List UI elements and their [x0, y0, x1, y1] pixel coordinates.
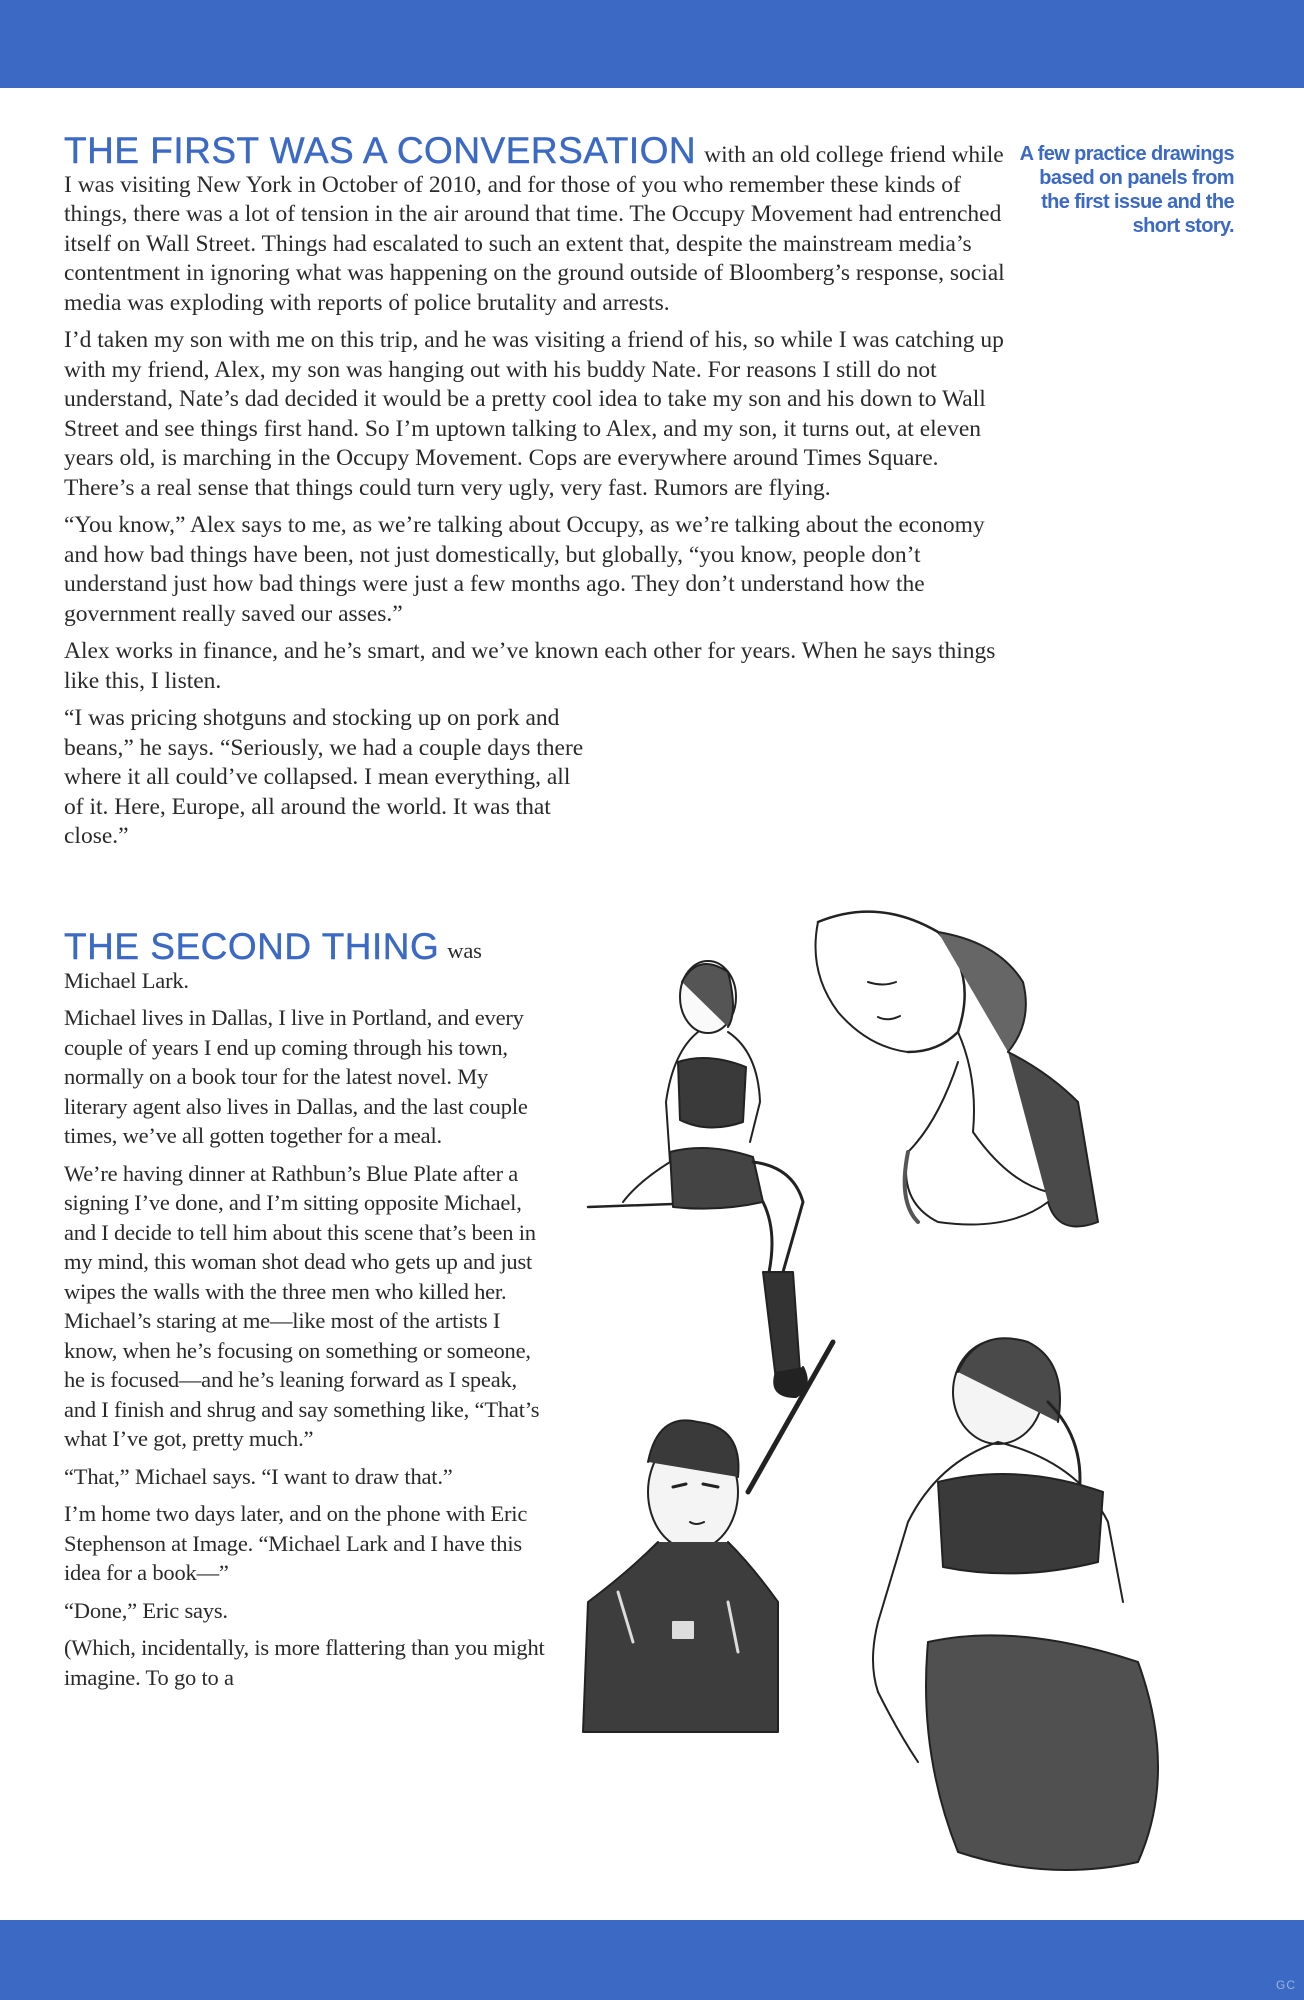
section-heading: THE SECOND THING: [64, 926, 440, 967]
paragraph: THE SECOND THING was Michael Lark.: [64, 926, 482, 993]
paragraph: THE FIRST WAS A CONVERSATION with an old college friend while I was visiting New York in October of 2010, and for those of you who remember these kinds of things, there was a lot of tension in the air around that time. The Occupy Movement had entrenched itself on Wall Street. Things had escalated to such an extent that, despite the mainstream media’s contentment in ignoring what was happening on the ground outside of Bloomberg’s response, social media was exploding with reports of police brutality and arrests.: [64, 130, 1005, 316]
paragraph: I’d taken my son with me on this trip, and he was visiting a friend of his, so while I was catching up with my friend, Alex, my son was hanging out with his buddy Nate. For reasons I still do not understand, Nate’s dad decided it would be a pretty cool idea to take my son and his down to Wall Street and see things first hand. So I’m uptown talking to Alex, and my son, it turns out, at eleven years old, is marching in the Occupy Movement. Cops are everywhere around Times Square. There’s a real sense that things could turn very ugly, very fast. Rumors are flying.: [64, 327, 1004, 501]
top-color-band: [0, 0, 1304, 88]
paragraph: I’m home two days later, and on the phone with Eric Stephenson at Image. “Michael Lark and I have this idea for a book—”: [64, 1501, 528, 1585]
paragraph: “I was pricing shotguns and stocking up on pork and beans,” he says. “Seriously, we had a couple days there where it all could’ve collapsed. I mean everything, all of it. Here, Europe, all around the world. It was that close.”: [64, 705, 584, 849]
watermark-label: GC: [1276, 1978, 1296, 1992]
paragraph: Michael lives in Dallas, I live in Portland, and every couple of years I end up coming through his town, normally on a book tour for the latest novel. My literary agent also lives in Dallas, and the last couple times, we’ve all gotten together for a meal.: [64, 1005, 528, 1148]
paragraph: “You know,” Alex says to me, as we’re talking about Occupy, as we’re talking about the economy and how bad things have been, not just domestically, but globally, “you know, people don’t understand just how bad things were just a few months ago. They don’t understand how the government really saved our asses.”: [64, 512, 985, 627]
practice-sketches-illustration: [578, 902, 1278, 1912]
paragraph: (Which, incidentally, is more flattering than you might imagine. To go to a: [64, 1635, 545, 1690]
paragraph: “Done,” Eric says.: [64, 1597, 228, 1623]
bottom-color-band: [0, 1920, 1304, 2000]
sketch-seated-woman: [588, 961, 807, 1397]
section-heading: THE FIRST WAS A CONVERSATION: [64, 130, 697, 171]
section-second-thing: [64, 926, 554, 1700]
sketch-woman-from-behind: [873, 1338, 1158, 1870]
paragraph: “That,” Michael says. “I want to draw that.”: [64, 1463, 453, 1489]
sketch-portrait-looking-down: [816, 912, 1099, 1227]
paragraph: We’re having dinner at Rathbun’s Blue Plate after a signing I’ve done, and I’m sitting opposite Michael, and I decide to tell him about this scene that’s been in my mind, this woman shot dead who gets up and just wipes the walls with the three men who killed her. Michael’s staring at me—like most of the artists I know, when he’s focusing on something or someone, he is focused—and he’s leaning forward as I speak, and I finish and shrug and say something like, “That’s what I’ve got, pretty much.”: [64, 1160, 540, 1451]
sketch-woman-with-sword: [583, 1342, 833, 1732]
paragraph: Alex works in finance, and he’s smart, and we’ve known each other for years. When he says things like this, I listen.: [64, 638, 996, 694]
section-first-conversation: [64, 130, 1009, 860]
sidebar-caption: A few practice drawings based on panels from the first issue and the short story.: [1019, 143, 1234, 237]
